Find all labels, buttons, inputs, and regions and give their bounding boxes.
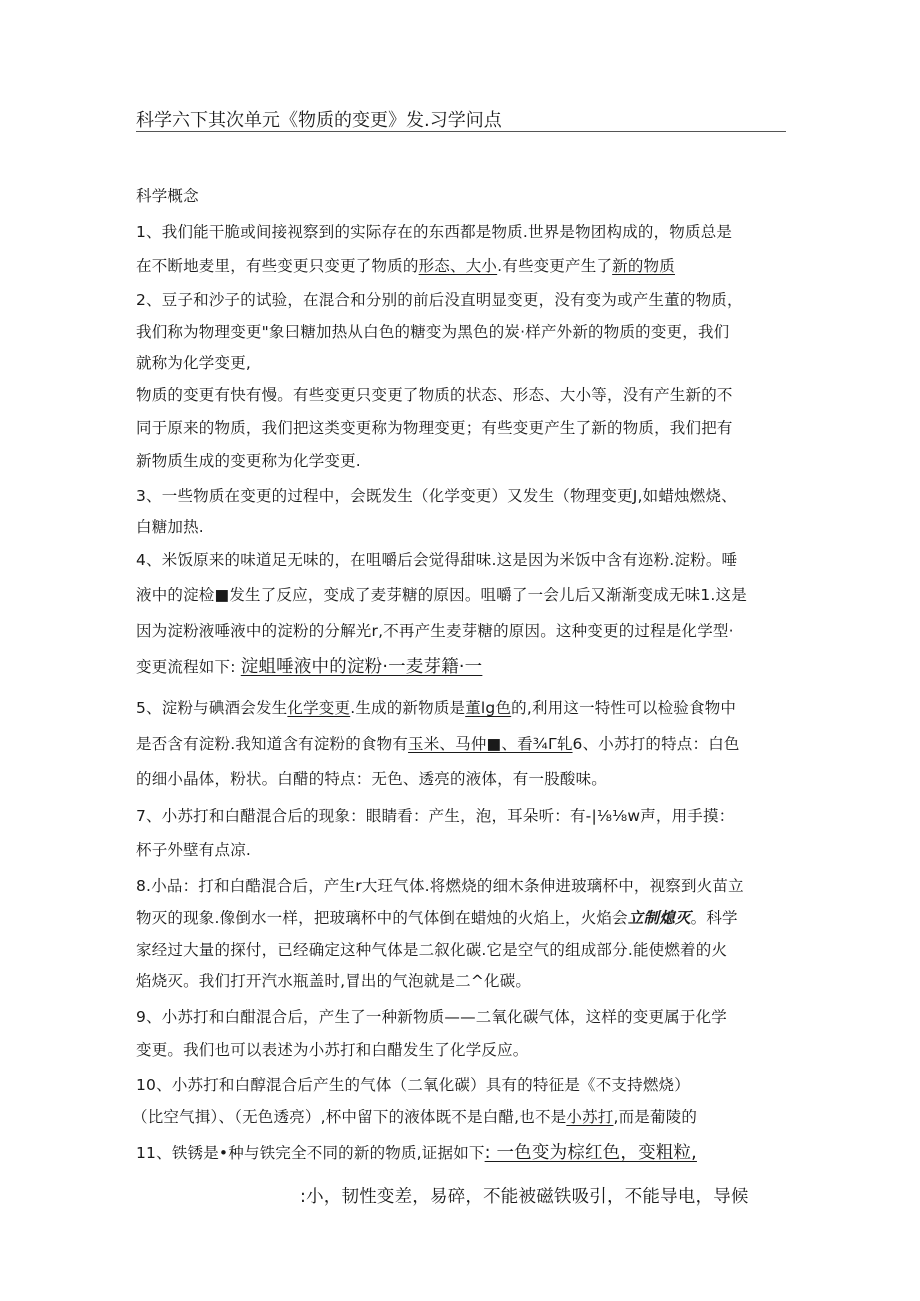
- answer-starch-foods: 玉米、马仲■、看¾Γ轧: [408, 735, 573, 753]
- p10-line-2: （比空气揖）、（无色透亮）,杯中留下的液体既不是白醋,也不是小苏打,而是葡陵的: [132, 1108, 698, 1126]
- p5-line-2: 是否含有淀粉.我知道含有淀粉的食物有玉米、马仲■、看¾Γ轧6、小苏打的特点：白色: [136, 735, 740, 753]
- answer-extinguish: 立制熄灭: [627, 909, 691, 927]
- p9-line-2: 变更。我们也可以表述为小苏打和白醋发生了化学反应。: [136, 1041, 529, 1059]
- p10-line-1: 10、小苏打和白醇混合后产生的气体（二氧化碳）具有的特征是《不支持燃烧）: [136, 1076, 690, 1094]
- p8-line-3: 家经过大量的探付，已经确定这种气体是二叙化碳.它是空气的组成部分.能使燃着的火: [136, 941, 728, 959]
- p2-line-1: 2、豆子和沙子的试验，在混合和分别的前后没直明显变更，没有变为或产生董的物质，: [136, 291, 743, 309]
- p5-line-3: 的细小晶体，粉状。白醋的特点：无色、透亮的液体，有一股酸味。: [136, 770, 608, 788]
- p11-line-2: :小，韧性变差，易碎，不能被磁铁吸引，不能导电，导候: [300, 1187, 749, 1207]
- p7-line-1: 7、小苏打和白醋混合后的现象：眼睛看：产生，泡，耳朵听：有-|⅛⅛w声，用手摸：: [136, 807, 735, 825]
- answer-chemical-change: 化学变更: [287, 699, 351, 717]
- rust-evidence-answer-1: : 一色变为棕红色，变粗粒,: [484, 1143, 697, 1163]
- p9-line-1: 9、小苏打和白酣混合后，产生了一种新物质——二氧化碳气体，这样的变更属于化学: [136, 1008, 727, 1026]
- p4-line-3: 因为淀粉液唾液中的淀粉的分解光r,不再产生麦芽糖的原因。这种变更的过程是化学型·: [136, 622, 734, 640]
- answer-color: 董lg色: [465, 699, 512, 717]
- p7-line-2: 杯子外壁有点凉.: [136, 841, 252, 859]
- page-title: 科学六下其次单元《物质的变更》发.习学问点: [136, 110, 502, 131]
- p2-line-4: 物质的变更有快有慢。有些变更只变更了物质的状态、形态、大小等，没有产生新的不: [136, 386, 733, 404]
- p2-line-3: 就称为化学变更,: [136, 354, 252, 372]
- starch-flow-answer: 淀蛆唾液中的淀粉·一麦芽籍·一: [240, 657, 483, 677]
- p3-line-1: 3、一些物质在变更的过程中，会既发生（化学变更）又发生（物理变更J,如蜡烛燃烧、: [136, 487, 737, 505]
- p2-line-5: 同于原来的物质，我们把这类变更称为物理变更；有些变更产生了新的物质，我们把有: [136, 419, 733, 437]
- p8-line-2: 物灭的现象.像倒水一样，把玻璃杯中的气体倒在蜡烛的火焰上，火焰会立制熄灭。科学: [136, 909, 738, 927]
- p8-line-1: 8.小品：打和白酷混合后，产生r大玨气体.将燃烧的细木条伸进玻璃杯中，视察到火苗立: [136, 877, 744, 895]
- p4-line-2: 液中的淀检■发生了反应，变成了麦芽糖的原因。咀嚼了一会儿后又渐渐变成无味1.这是: [136, 586, 747, 604]
- p8-line-4: 焰烧灭。我们打开汽水瓶盖时,冒出的气泡就是二^化碳。: [136, 972, 532, 990]
- p3-line-2: 白糖加热.: [136, 518, 204, 536]
- p1-line-2: 在不断地麦里，有些变更只变更了物质的形态、大小.有些变更产生了新的物质: [136, 257, 675, 275]
- answer-baking-soda: 小苏打: [566, 1108, 614, 1126]
- p2-line-6: 新物质生成的变更称为化学变更.: [136, 452, 361, 470]
- p5-line-1: 5、淀粉与碘酒会发生化学变更.生成的新物质是董lg色的,利用这一特性可以检验食物中: [136, 699, 737, 717]
- title-divider: [136, 131, 786, 132]
- answer-shape-size: 形态、大小: [418, 257, 498, 275]
- p4-line-1: 4、米饭原来的味道足无味的，在咀嚼后会觉得甜味.这是因为米饭中含有迩粉.淀粉。唾: [136, 551, 738, 569]
- p2-line-2: 我们称为物理变更"象曰糖加热从白色的糖变为黑色的炭·样产外新的物质的变更，我们: [136, 323, 730, 341]
- p1-line-1: 1、我们能干脆或间接视察到的实际存在的东西都是物质.世界是物团构成的，物质总是: [136, 223, 733, 241]
- section-heading: 科学概念: [136, 187, 199, 205]
- p11-line-1: 11、铁锈是•种与铁完全不同的新的物质,证据如下: 一色变为棕红色，变粗粒,: [136, 1143, 697, 1163]
- answer-new-substance: 新的物质: [612, 257, 675, 275]
- p4-line-4: 变更流程如下: 淀蛆唾液中的淀粉·一麦芽籍·一: [136, 657, 483, 677]
